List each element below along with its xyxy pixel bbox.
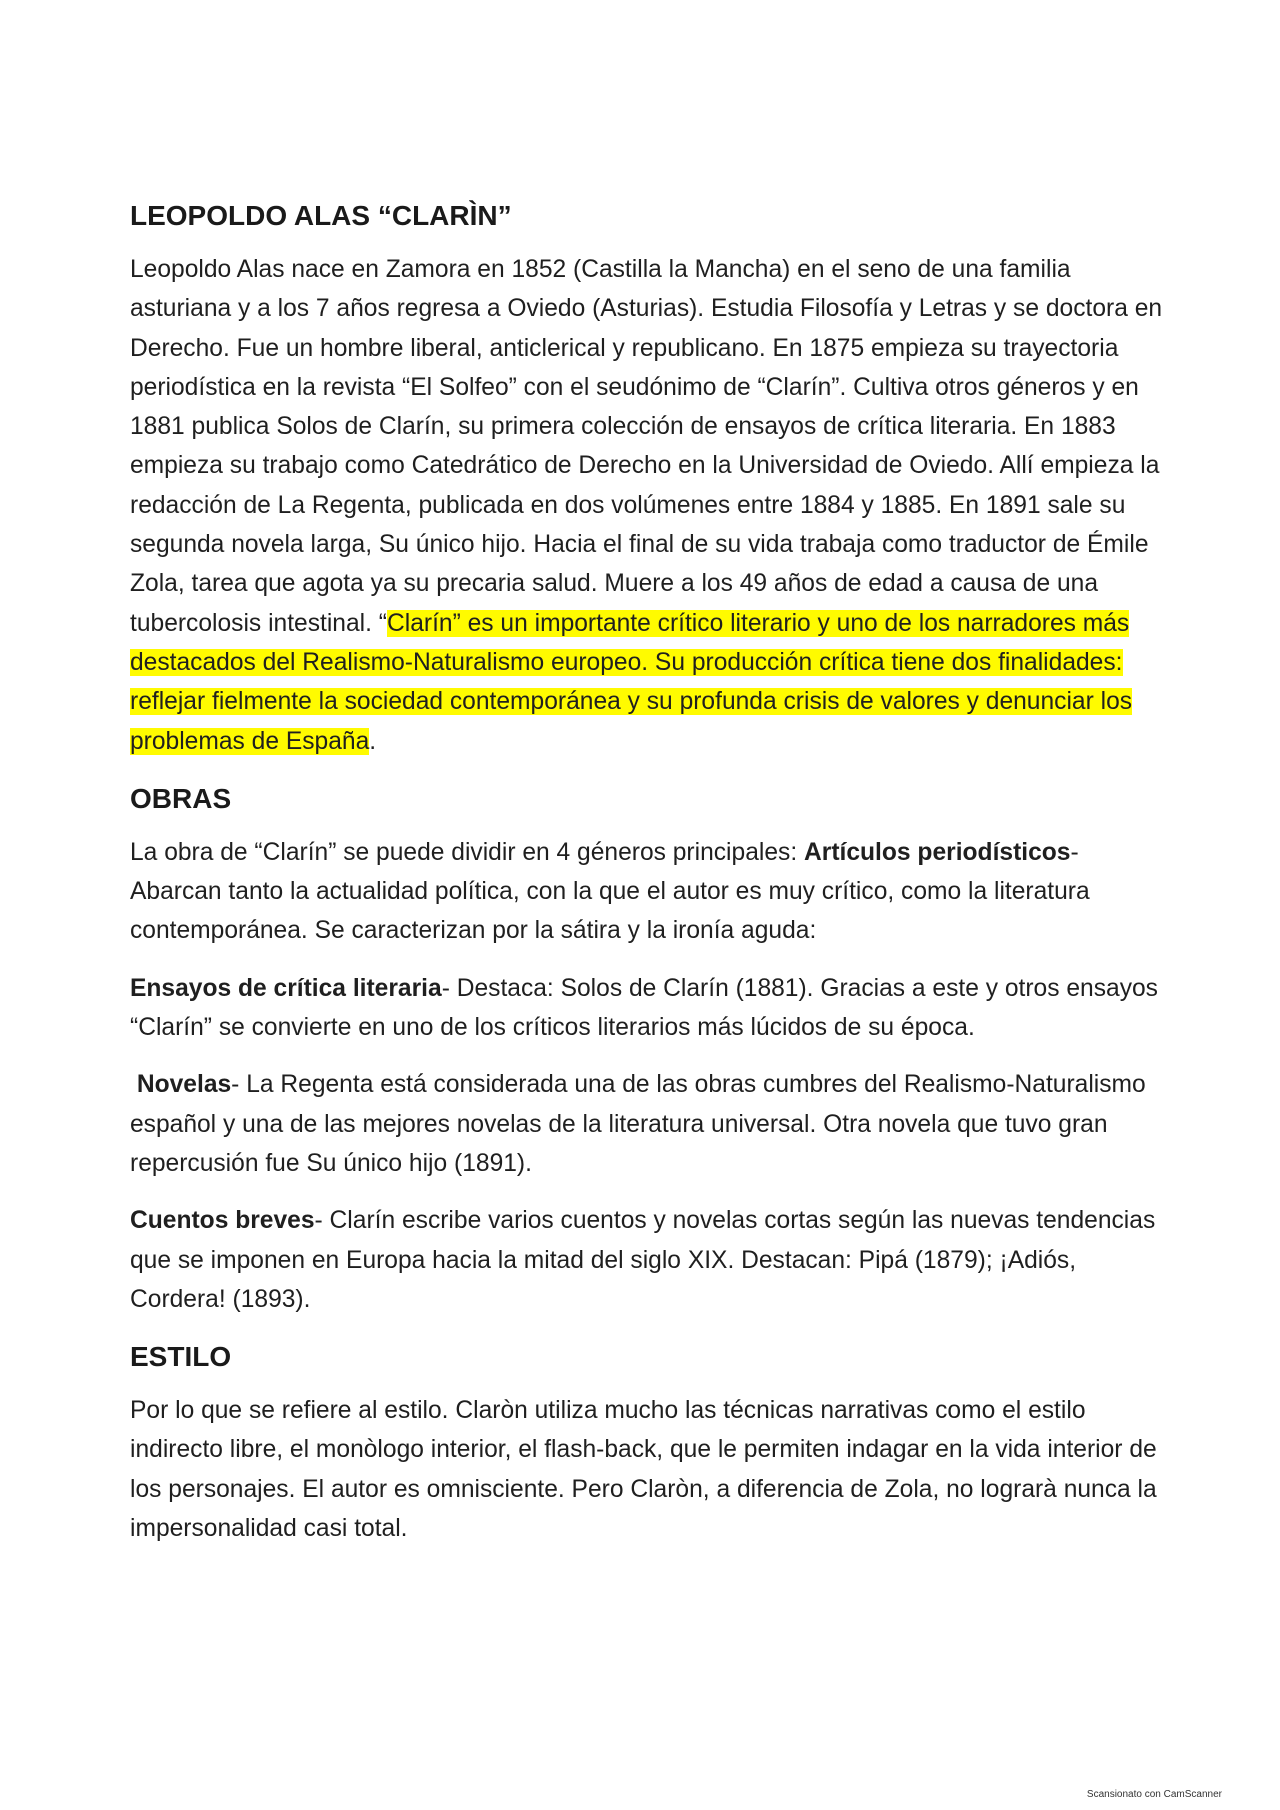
genre-text: - Clarín escribe varios cuentos y novelas cortas según las nuevas tendencias que se imponen en Europa hacia la mitad del siglo XIX. Destacan: Pipá (1879); ¡Adiós, Cordera! (1893). bbox=[130, 1207, 1156, 1313]
genre-term: Artículos periodísticos bbox=[804, 838, 1071, 866]
bio-end: . bbox=[369, 727, 377, 755]
bio-highlight: Clarín” es un importante crítico literario y uno de los narradores más destacados del Realismo-Naturalismo europeo. Su producción crítica tiene dos finalidades: reflejar fielmente la sociedad contemporánea y su profunda crisis de valores y denunciar los problemas de España bbox=[130, 609, 1133, 755]
genre-text: - La Regenta está considerada una de las obras cumbres del Realismo-Naturalismo español y una de las mejores novelas de la literatura universal. Otra novela que tuvo gran repercusión fue Su único hijo (1891). bbox=[130, 1071, 1146, 1177]
page-title: LEOPOLDO ALAS “CLARÌN” bbox=[130, 200, 512, 231]
obras-intro-paragraph bbox=[130, 833, 1170, 951]
genre-paragraph bbox=[130, 1201, 1170, 1319]
document-page bbox=[130, 196, 1170, 1566]
genre-term: Ensayos de crítica literaria bbox=[130, 974, 442, 1002]
genre-text: - Abarcan tanto la actualidad política, con la que el autor es muy crítico, como la literatura contemporánea. Se caracterizan por la sátira y la ironía aguda: bbox=[130, 838, 1090, 945]
estilo-heading: ESTILO bbox=[130, 1341, 232, 1373]
genre-term: Cuentos breves bbox=[130, 1207, 315, 1235]
genre-text: - Destaca: Solos de Clarín (1881). Gracias a este y otros ensayos “Clarín” se convierte en uno de los críticos literarios más lúcidos de su época. bbox=[130, 974, 1158, 1042]
scanner-watermark: Scansionato con CamScanner bbox=[1086, 1789, 1222, 1800]
genre-term: Novelas bbox=[136, 1071, 232, 1099]
bio-paragraph bbox=[130, 250, 1170, 761]
obras-heading: OBRAS bbox=[130, 782, 232, 814]
genre-paragraph bbox=[130, 1065, 1170, 1183]
genre-paragraph bbox=[130, 969, 1170, 1048]
obras-intro: La obra de “Clarín” se puede dividir en 4 géneros principales: bbox=[130, 838, 804, 866]
bio-text: Leopoldo Alas nace en Zamora en 1852 (Castilla la Mancha) en el seno de una familia asturiana y a los 7 años regresa a Oviedo (Asturias). Estudia Filosofía y Letras y se doctora en Derecho. Fue un hombre liberal, anticlerical y republicano. En 1875 empieza su trayectoria periodística en la revista “El Solfeo” con el seudónimo de “Clarín”. Cultiva otros géneros y en 1881 publica Solos de Clarín, su primera colección de ensayos de crítica literaria. En 1883 empieza su trabajo como Catedrático de Derecho en la Universidad de Oviedo. Allí empieza la redacción de La Regenta, publicada en dos volúmenes entre 1884 y 1885. En 1891 sale su segunda novela larga, Su único hijo. Hacia el final de su vida trabaja como traductor de Émile Zola, tarea que agota ya su precaria salud. Muere a los 49 años de edad a causa de una tubercolosis intestinal. “ bbox=[130, 256, 1163, 637]
estilo-paragraph: Por lo que se refiere al estilo. Claròn utiliza mucho las técnicas narrativas como el estilo indirecto libre, el monòlogo interior, el flash-back, que le permiten indagar en la vida interior de los personajes. El autor es omnisciente. Pero Claròn, a diferencia de Zola, no lograrà nunca la impersonalidad casi total. bbox=[130, 1397, 1157, 1543]
